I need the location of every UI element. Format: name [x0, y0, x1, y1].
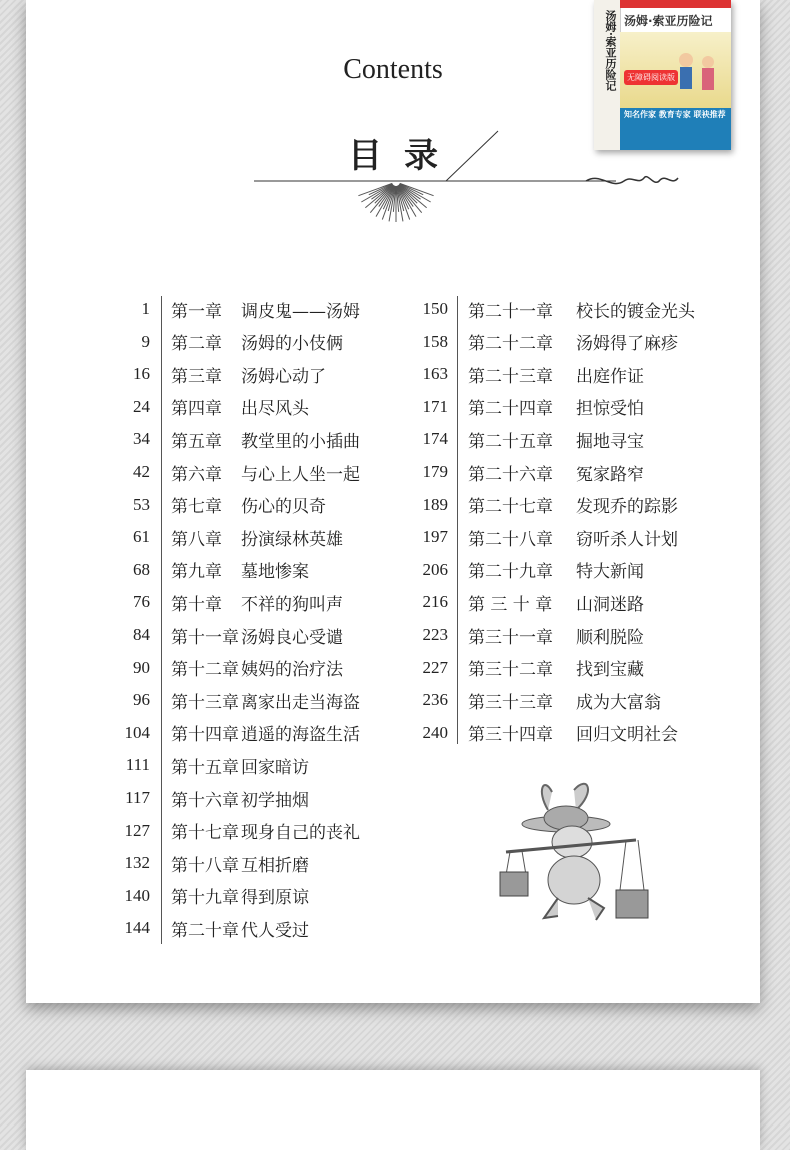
toc-page-number: 24 [133, 396, 150, 416]
toc-chapter-title: 初学抽烟 [241, 790, 309, 811]
toc-page-number: 16 [133, 364, 150, 384]
toc-row [416, 586, 644, 618]
toc-chapter-title: 回归文明社会 [576, 725, 678, 746]
toc-chapter-number: 第十五章 [171, 757, 239, 778]
toc-page-number: 163 [422, 364, 448, 384]
rabbit-illustration [496, 780, 656, 930]
toc-chapter-title: 不祥的狗叫声 [241, 594, 343, 615]
toc-page-number: 104 [124, 722, 150, 742]
toc-row [416, 717, 678, 749]
left-column-divider [161, 296, 162, 944]
toc-page [26, 0, 760, 1003]
toc-chapter-title: 特大新闻 [576, 562, 644, 583]
toc-chapter-number: 第四章 [171, 399, 222, 420]
toc-chapter-title: 汤姆心动了 [241, 366, 326, 387]
toc-chapter-number: 第十九章 [171, 888, 239, 909]
toc-chapter-title: 回家暗访 [241, 757, 309, 778]
toc-row [416, 521, 678, 553]
toc-page-number: 53 [133, 494, 150, 514]
toc-page-number: 150 [422, 299, 448, 318]
toc-chapter-number: 第十章 [171, 594, 222, 615]
toc-chapter-title: 成为大富翁 [576, 692, 661, 713]
right-column-divider [457, 296, 458, 744]
toc-chapter-title: 校长的镀金光头 [576, 301, 695, 322]
toc-chapter-title: 调皮鬼——汤姆 [241, 301, 360, 322]
toc-row [122, 684, 360, 716]
toc-row [122, 815, 360, 847]
toc-chapter-title: 姨妈的治疗法 [241, 660, 343, 681]
toc-page-number: 84 [133, 625, 150, 644]
toc-chapter-number: 第十七章 [171, 823, 239, 844]
toc-chapter-title: 出庭作证 [576, 366, 644, 387]
toc-chapter-number: 第 三 十 章 [468, 594, 553, 615]
toc-row [122, 293, 360, 325]
toc-chapter-title: 找到宝藏 [576, 660, 644, 681]
toc-chapter-title: 与心上人坐一起 [241, 464, 360, 485]
toc-row [416, 652, 644, 684]
toc-chapter-title: 担惊受怕 [576, 399, 644, 420]
toc-chapter-number: 第一章 [171, 301, 222, 322]
toc-row [122, 880, 309, 912]
toc-page-number: 144 [124, 918, 150, 938]
toc-page-number: 240 [422, 722, 448, 742]
toc-row [122, 782, 309, 814]
toc-chapter-number: 第二十四章 [468, 399, 553, 420]
toc-row [122, 521, 343, 553]
toc-chapter-number: 第二十三章 [468, 366, 553, 387]
toc-row [416, 423, 644, 455]
contents-heading: Contents [343, 54, 443, 85]
toc-page-number: 189 [422, 494, 448, 514]
toc-chapter-title: 汤姆的小伎俩 [241, 334, 343, 355]
toc-chapter-title: 扮演绿林英雄 [241, 529, 343, 550]
book-band-text: 知名作家 教育专家 联袂推荐 [624, 110, 726, 119]
toc-chapter-number: 第二十五章 [468, 431, 553, 452]
toc-row [122, 652, 343, 684]
toc-chapter-title: 汤姆得了麻疹 [576, 334, 678, 355]
toc-row [122, 586, 343, 618]
toc-row [122, 749, 309, 781]
toc-row [122, 358, 326, 390]
toc-page-number: 61 [133, 527, 150, 547]
toc-chapter-number: 第三十二章 [468, 660, 553, 681]
toc-page-number: 197 [422, 527, 448, 547]
book-spine-title: 汤姆·索亚历险记 [604, 10, 617, 91]
book-cover [594, 0, 731, 150]
toc-chapter-number: 第二十八章 [468, 529, 553, 550]
toc-row [416, 326, 678, 358]
toc-row [416, 684, 661, 716]
book-top-band [620, 0, 731, 8]
toc-chapter-number: 第九章 [171, 562, 222, 583]
toc-page-number: 1 [141, 299, 150, 318]
toc-row [122, 456, 360, 488]
toc-chapter-title: 逍遥的海盗生活 [241, 725, 360, 746]
toc-page-number: 127 [124, 820, 150, 840]
toc-row [122, 554, 309, 586]
toc-chapter-title: 离家出走当海盗 [241, 692, 360, 713]
toc-chapter-number: 第三十四章 [468, 725, 553, 746]
toc-page-number: 216 [422, 592, 448, 612]
toc-row [416, 619, 644, 651]
toc-chapter-title: 掘地寻宝 [576, 431, 644, 452]
toc-chapter-number: 第三十一章 [468, 627, 553, 648]
toc-chapter-title: 窃听杀人计划 [576, 529, 678, 550]
toc-row [122, 717, 360, 749]
toc-page-number: 68 [133, 559, 150, 579]
toc-chapter-number: 第十二章 [171, 660, 239, 681]
toc-chapter-title: 冤家路窄 [576, 464, 644, 485]
toc-page-number: 158 [422, 331, 448, 351]
toc-chapter-title: 山洞迷路 [576, 594, 644, 615]
toc-chapter-number: 第十三章 [171, 692, 239, 713]
toc-page-number: 76 [133, 592, 150, 612]
toc-page-number: 140 [124, 885, 150, 905]
toc-row [416, 358, 644, 390]
toc-chapter-number: 第二十一章 [468, 301, 553, 322]
toc-chapter-number: 第七章 [171, 497, 222, 518]
toc-page-number: 132 [124, 853, 150, 873]
book-badge: 无障碍阅读版 [624, 70, 678, 85]
toc-page-number: 117 [125, 788, 150, 807]
toc-chapter-title: 代人受过 [241, 920, 309, 941]
toc-page-number: 111 [125, 755, 150, 775]
toc-page-number: 96 [133, 690, 150, 710]
toc-row [122, 489, 326, 521]
toc-chapter-number: 第六章 [171, 464, 222, 485]
toc-chapter-title: 教堂里的小插曲 [241, 431, 360, 452]
toc-row [122, 423, 360, 455]
toc-chapter-title: 互相折磨 [241, 855, 309, 876]
toc-chapter-number: 第三章 [171, 366, 222, 387]
toc-row [416, 489, 678, 521]
toc-page-number: 171 [422, 396, 448, 416]
toc-chapter-title: 伤心的贝奇 [241, 497, 326, 518]
toc-row [122, 619, 343, 651]
toc-chapter-title: 出尽风头 [241, 399, 309, 420]
toc-page-number: 42 [133, 462, 150, 481]
toc-chapter-title: 汤姆良心受谴 [241, 627, 343, 648]
toc-chapter-number: 第八章 [171, 529, 222, 550]
toc-chapter-title: 现身自己的丧礼 [241, 823, 360, 844]
toc-row [122, 912, 309, 944]
toc-page-number: 223 [422, 625, 448, 644]
toc-chapter-number: 第十一章 [171, 627, 239, 648]
toc-chapter-number: 第十四章 [171, 725, 239, 746]
toc-row [416, 554, 644, 586]
book-title: 汤姆·索亚历险记 [624, 14, 713, 28]
toc-row [122, 326, 343, 358]
toc-chapter-title: 顺利脱险 [576, 627, 644, 648]
toc-chapter-number: 第二十六章 [468, 464, 553, 485]
mulu-heading: 目录 [348, 136, 460, 176]
toc-page-number: 90 [133, 657, 150, 677]
next-page [26, 1070, 760, 1150]
toc-page-number: 179 [422, 462, 448, 481]
toc-chapter-number: 第二十二章 [468, 334, 553, 355]
toc-chapter-number: 第二十章 [171, 920, 239, 941]
toc-page-number: 34 [133, 429, 150, 449]
toc-chapter-number: 第二十七章 [468, 497, 553, 518]
toc-page-number: 9 [141, 331, 150, 351]
toc-page-number: 206 [422, 559, 448, 579]
toc-chapter-number: 第五章 [171, 431, 222, 452]
toc-page-number: 236 [422, 690, 448, 710]
toc-chapter-title: 得到原谅 [241, 888, 309, 909]
toc-chapter-number: 第十八章 [171, 855, 239, 876]
toc-chapter-number: 第二章 [171, 334, 222, 355]
toc-row [122, 391, 309, 423]
toc-row [122, 847, 309, 879]
toc-row [416, 456, 644, 488]
toc-chapter-number: 第十六章 [171, 790, 239, 811]
toc-page-number: 227 [422, 657, 448, 677]
toc-chapter-title: 墓地惨案 [241, 562, 309, 583]
toc-page-number: 174 [422, 429, 448, 449]
toc-chapter-number: 第二十九章 [468, 562, 553, 583]
toc-chapter-title: 发现乔的踪影 [576, 497, 678, 518]
toc-row [416, 391, 644, 423]
toc-chapter-number: 第三十三章 [468, 692, 553, 713]
